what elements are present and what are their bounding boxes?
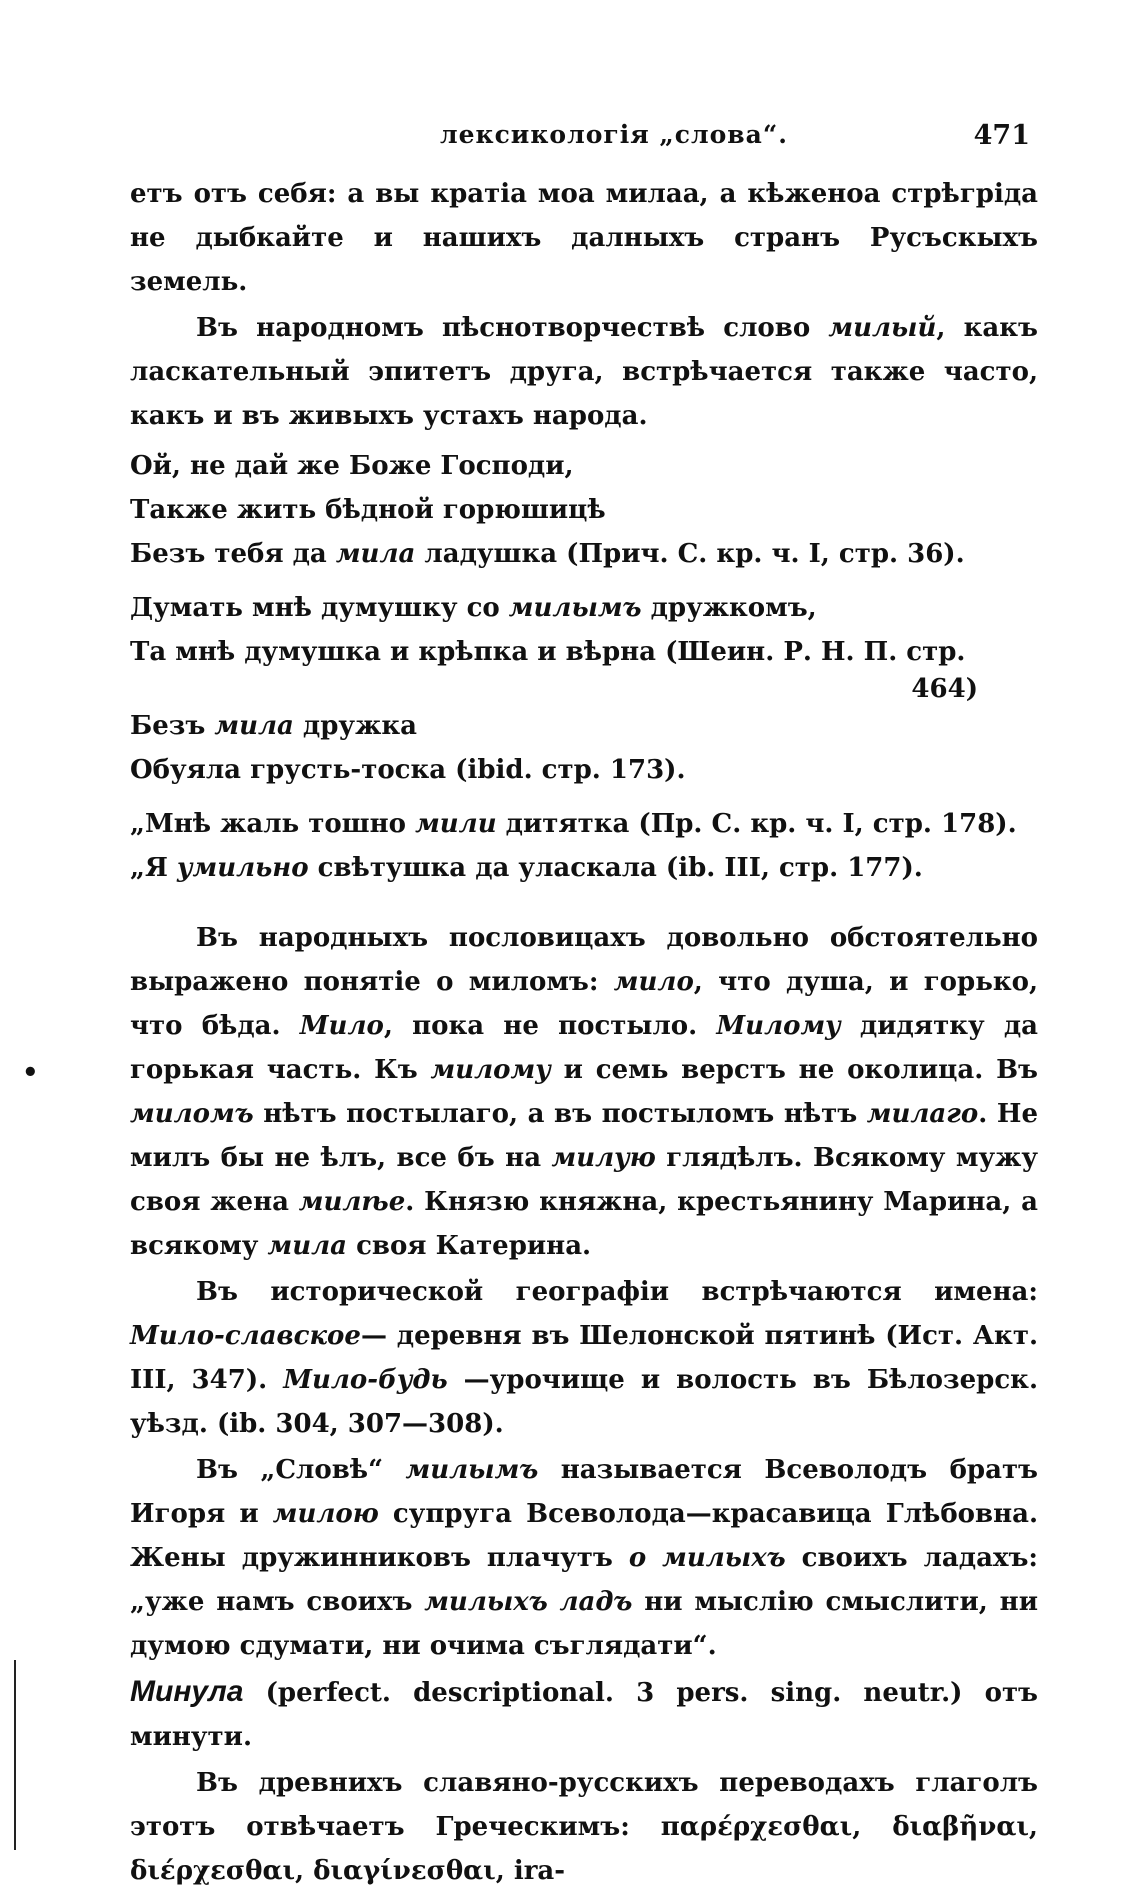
- entry-definition: (perfect. descriptional. 3 pers. sing. neutr.) отъ минути.: [130, 1678, 1038, 1752]
- verse-line: Ой, не дай же Боже Господи,: [130, 451, 574, 481]
- text: дружка: [293, 711, 417, 741]
- term: мили: [415, 809, 497, 839]
- term: Милому: [716, 1011, 841, 1041]
- text: дидятку да горькая часть. Къ: [130, 1011, 1038, 1085]
- dictionary-entry: [130, 1670, 1038, 1759]
- term: милыхъ ладъ: [424, 1587, 633, 1617]
- term: Мило: [299, 1011, 384, 1041]
- text: , пока не постыло.: [383, 1011, 717, 1041]
- text: ни мыслію смыслити, ни думою сдумати, ни очима съглядати“.: [130, 1587, 1038, 1661]
- text: Безъ тебя да: [130, 539, 336, 569]
- paragraph-folk-poetry: [130, 306, 1038, 438]
- page-number: 471: [973, 120, 1030, 151]
- body-text: [130, 172, 1038, 1893]
- verse-block-2: [130, 586, 1038, 792]
- verse-line: Та мнѣ думушка и крѣпка и вѣрна (Шеин. Р. Н. П. стр.: [130, 637, 966, 667]
- text: Думать мнѣ думушку со: [130, 593, 509, 623]
- term: Мило-будь: [283, 1365, 448, 1395]
- page-header: [130, 120, 1030, 160]
- paragraph-proverbs: [130, 916, 1038, 1268]
- text: — деревня въ Шелонской пятинѣ (Ист. Акт. III, 347).: [130, 1321, 1038, 1395]
- term: милымъ: [508, 593, 642, 623]
- term: милаго: [866, 1099, 979, 1129]
- text: Въ народномъ пѣснотворчествѣ слово: [196, 313, 829, 343]
- term: умильно: [176, 853, 309, 883]
- verse-continuation: 464): [911, 674, 978, 704]
- verse-line: Также жить бѣдной горюшицѣ: [130, 495, 606, 525]
- text: свѣтушка да уласкала (ib. III, стр. 177).: [308, 853, 923, 883]
- verse-line: Обуяла грусть-тоска (ibid. стр. 173).: [130, 755, 686, 785]
- verse-block-3: [130, 802, 1038, 890]
- text: . Не милъ бы не ѣлъ, все бъ на: [130, 1099, 1038, 1173]
- verse-line: [130, 532, 1038, 576]
- text: глядѣлъ. Всякому мужу своя жена: [130, 1143, 1038, 1217]
- text: дружкомъ,: [641, 593, 817, 623]
- entry-headword: Минула: [130, 1675, 244, 1708]
- verse-line: [130, 704, 1038, 748]
- term: о милыхъ: [628, 1543, 786, 1573]
- term: милому: [430, 1055, 551, 1085]
- text: называется Всеволодъ братъ Игоря и: [130, 1455, 1038, 1529]
- verse-block-1: [130, 444, 1038, 576]
- margin-rule: [14, 1660, 16, 1850]
- text: . Князю княжна, крестьянину Марина, а всякому: [130, 1187, 1038, 1261]
- text: Въ народныхъ пословицахъ довольно обстоятельно выражено понятіе о миломъ:: [130, 923, 1038, 997]
- paragraph-continuation: етъ отъ себя: а вы кратіа моа милаа, а кѣженоа стрѣгріда не дыбкайте и нашихъ далныхъ странъ Русъскыхъ земель.: [130, 179, 1038, 297]
- text: „Я: [130, 853, 177, 883]
- paragraph-geography: [130, 1270, 1038, 1446]
- term: мила: [214, 711, 294, 741]
- term: мила: [267, 1231, 348, 1261]
- text: , какъ ласкательный эпитетъ друга, встрѣчается также часто, какъ и въ живыхъ устахъ народа.: [130, 313, 1038, 431]
- term: милый: [828, 313, 937, 343]
- paragraph-slove: [130, 1448, 1038, 1668]
- verse-line: [130, 802, 1038, 846]
- term: милѣе: [298, 1187, 406, 1217]
- text: нѣтъ постылаго, а въ постыломъ нѣтъ: [253, 1099, 867, 1129]
- text: „Мнѣ жаль тошно: [130, 809, 416, 839]
- term: милымъ: [405, 1455, 539, 1485]
- text: своя Катерина.: [347, 1231, 592, 1261]
- margin-dot: •: [22, 1058, 39, 1088]
- text: супруга Всеволода—красавица Глѣбовна. Жены дружинниковъ плачутъ: [130, 1499, 1038, 1573]
- verse-line: [130, 846, 1038, 890]
- term: миломъ: [130, 1099, 254, 1129]
- text: своихъ ладахъ: „уже намъ своихъ: [130, 1543, 1038, 1617]
- text: Въ „Словѣ“: [196, 1455, 406, 1485]
- term: мило: [613, 967, 694, 997]
- text: —урочище и волость въ Бѣлозерск. уѣзд. (ib. 304, 307—308).: [130, 1365, 1038, 1439]
- text: Безъ: [130, 711, 215, 741]
- text: ладушка (Прич. С. кр. ч. I, стр. 36).: [415, 539, 965, 569]
- running-title: лексикологія „слова“.: [440, 120, 788, 149]
- paragraph-translations: Въ древнихъ славяно-русскихъ переводахъ глаголъ этотъ отвѣчаетъ Греческимъ: παρέρχεσθαι, διαβῆναι, διέρχεσθαι, διαγίνεσθαι, ira-: [130, 1768, 1038, 1886]
- term: Мило-славское: [130, 1321, 361, 1351]
- term: милую: [551, 1143, 656, 1173]
- term: милою: [272, 1499, 379, 1529]
- text: , что душа, и горько, что бѣда.: [130, 967, 1039, 1041]
- verse-line: [130, 586, 1038, 630]
- text: Въ исторической географіи встрѣчаются имена:: [196, 1277, 1038, 1307]
- term: мила: [335, 539, 416, 569]
- text: и семь верстъ не околица. Въ: [550, 1055, 1039, 1085]
- text: дитятка (Пр. С. кр. ч. I, стр. 178).: [496, 809, 1017, 839]
